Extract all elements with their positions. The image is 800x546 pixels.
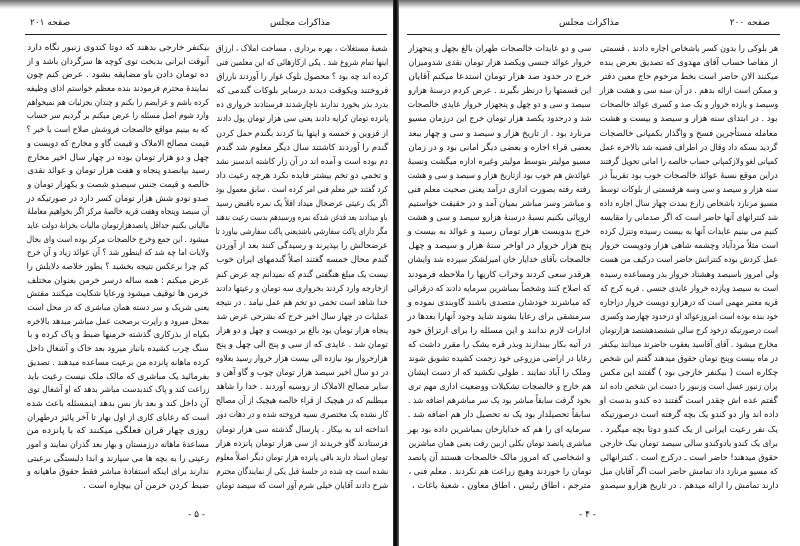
text-line [600, 282, 778, 296]
text-line [216, 268, 388, 282]
text-line [600, 366, 778, 380]
text-line-content: وسیصد و یازده خروار و یک صد و کسری عوائد خالصجات [600, 100, 778, 111]
text-line [600, 225, 778, 239]
text-line-content: این قسمتها را درنظر بگیرند . عرض کردم درسنهٔ هزارو [408, 86, 591, 97]
text-line [600, 437, 778, 451]
text-line-content: و تخمی دو تخم بیشتر فایده نکرد هرچه رعیت داد [216, 170, 388, 181]
text-line [27, 220, 209, 234]
text-line-content: داده اند واز دو کندو یک بچه گرفته است درصورتیکه [600, 410, 778, 421]
text-line [600, 197, 778, 211]
text-line [600, 239, 778, 253]
text-line-content: تومان شد . عایدی که از سی و پنج الی چهل و پنج [216, 339, 388, 350]
text-line-content: عمل کردش بوده کنترانش حاضر است درکیف من هست [600, 255, 778, 266]
text-line-content: آنوقت ایرانی بدبخت توی کوچه ها سرگردان باشد و از [27, 56, 209, 67]
text-line [216, 98, 388, 112]
text-line-content: تومان را خوردند وهیچ زراعت هم نکردند . معلم فنی ، [408, 466, 591, 477]
text-line [408, 394, 591, 408]
text-line [27, 152, 209, 166]
text-line [27, 316, 209, 330]
text-line-content: عملیات در چهار سال اخیر خرج که بشرحی عرض شد [216, 311, 388, 322]
text-line [408, 42, 591, 56]
text-line-content: که مباشرند خودشان متصدی باشند گاوبندی نموده و [408, 297, 591, 308]
text-line-content: هرقدر سعی کردند وخراب کاریها را ملاحظه فرمودند [408, 269, 591, 280]
text-line [216, 42, 388, 56]
text-line-content: در ماه بیست وپنج تومان حقوق میدهند گفتم این شخص [600, 354, 778, 365]
text-line-content: سی و دو عایدات خالصجات طهران بالغ بچهل و پنجهزار [408, 44, 591, 54]
text-line [27, 371, 209, 385]
text-line [27, 261, 209, 275]
text-line [216, 296, 388, 310]
text-line-content: پنج هزار خروار در اواخر سنهٔ هزار و سیصد و چهل [408, 241, 591, 252]
text-line-content: عرضحالش را بپذیرند و رسیدگی کنند بعد از آوردن [216, 241, 388, 252]
text-line-content: که به بینیم مواقع خالصجات فروشش صلاح است یا خیر ؟ [27, 125, 209, 136]
text-line-content: حقوق میدهند! حاضر است ـ درکرج است . کنترانهائی [600, 452, 778, 463]
text-line-content: دراین موقع نسبهٔ عوائد خالصجات خوب بود تقریباً در [600, 170, 778, 181]
text-line-content: زراعت کند و پاک کندبدست مباشر بدهد که او آشغال توی [27, 385, 209, 396]
text-line-content: کرد گفتند خیر معلم فنی امر کرده است . سابق معمول بود [216, 184, 388, 195]
text-line-content: مخارج میشود . آقای آقاسید یعقوب حاضرند میدانند بیکنفر [600, 339, 778, 350]
text-line-content: ولایات اما چه شد که اینطور شد ؟ آن عوائد زیاد و آن خرج [27, 248, 209, 259]
text-line [216, 380, 388, 394]
text-line-content: بود . در ابتدای سنه هزار و سیصد و بیست و هشت [600, 114, 778, 125]
text-line-content: مسیو مرنارد باشخاص زارع بمدت چهار سال اجاره داده [600, 199, 778, 210]
text-line-content: اینها تمام شروع شد . یکی ازکارهائی که این معلمین فنی [216, 58, 388, 69]
text-line-content: مگر دارای پاکت سفارشی باشدیعنی پاکت سفارشی بیاورد تا [216, 227, 388, 238]
text-line-content: پنجاه هزار تومان بود بالغ بر دویست و چهل و دو هزار [216, 325, 388, 336]
text-line [600, 310, 778, 324]
text-line [216, 324, 388, 338]
text-line-content: میشود . این جمع وخرج خالصجات مرکز بوده است وای بحال [27, 234, 209, 245]
text-line [27, 165, 209, 179]
text-line-content: در دو سال اخیر سیصد هزار تومان چوب و گاو آهن و [216, 368, 388, 379]
text-line-content: برای یک کندو یادوکندو سالی سیصد تومان بیک خارجی [600, 438, 778, 449]
text-line [27, 97, 209, 111]
text-line [600, 268, 778, 282]
text-line [408, 338, 591, 352]
page-running-title: مذاکرات مجلس [270, 18, 331, 28]
text-line-content: اگر یک رعیتی عرضحال میداد اقلاً یک نمره باقبض رسید [216, 199, 388, 210]
text-line-content: چکاره است ( بیکنفر خارجی بود ) گفتند این مکس [600, 368, 778, 379]
text-line [408, 127, 591, 141]
text-line-content: از قزوین و خمسه و اینها بنا کردند بگندم حمل کردن [216, 128, 388, 139]
text-line-content: خرج بدویست هزار تومان رسید و عوائد به بیست و [408, 227, 591, 238]
text-line-content: بکیاه از بذرکاری گذشته خرمنها ضبط و پاک کرده و با [27, 330, 209, 341]
text-line [216, 408, 388, 422]
text-line-content: نیست یک مبلغ هنگفتی گندم که نمیدانم چه عرض کنم [216, 269, 388, 280]
text-line-content: سایر مصالح الاملاک از روسیه آوردند . خدا را شاهد [216, 382, 388, 393]
text-line-content: میکنند الان حاضر است بخط مرحوم حاج معین دفتر [600, 72, 778, 83]
text-line [408, 437, 591, 451]
text-line [216, 225, 388, 239]
text-line [216, 465, 388, 479]
text-line [27, 302, 209, 316]
text-line [408, 141, 591, 155]
text-line [27, 69, 209, 83]
text-line [216, 282, 388, 296]
text-line-content: بدرد بذر بخورد ندارند ناچارشدند فرستادند خرواری ده [216, 100, 388, 111]
text-line-content: کمپانی لغو ولازکمپانی حساب خالصه را امانی تحویل گرفتند [600, 156, 778, 167]
text-line-content: خرج در حدود صد هزار تومان استدعا میکنم آقایان [408, 72, 591, 83]
text-line [600, 394, 778, 408]
text-line [27, 110, 209, 124]
text-line [216, 239, 388, 253]
text-line [600, 465, 778, 479]
text-line [408, 169, 591, 183]
text-line-content: ده تومان دادن باو مضایقه بشود . عرض کنم چون [27, 70, 209, 81]
text-line-content: یک نفر رعیت ایرانی از یک کندو دوتا بچه میگیرد . [600, 424, 778, 435]
text-line-content: مسیو مولیتر بتوسط مولیتر وغیره اداره میگشت ونسبهٔ [408, 156, 591, 167]
text-line [216, 352, 388, 366]
text-line-content: چهل و دو هزار تومان بوده در چهار سال اخیر مخارج [27, 152, 209, 163]
text-line [408, 70, 591, 84]
text-line-content: بمحل میرود و راپرت برصحت عمل مباشر میدهد بالاخره [27, 316, 209, 327]
text-line-content: رعیتی را به بچه ها می سپارند و ابدا دلبستگی برعیتی [27, 453, 209, 464]
text-line-content: مترجم ، اطاق رئیس ، اطاق معاون ، شعبهٔ باغات ، [411, 480, 591, 491]
text-line [27, 179, 209, 193]
text-line [408, 253, 591, 267]
text-line-content: صدو نودو شش هزار تومان کسر دارد در صورتیکه در [27, 193, 209, 204]
text-line-content: است درصورتیکه درخود کرج سالی ششصدهشتصد هزارتومان [600, 325, 778, 336]
text-line-content: دارند تمامش را ارائه میدهم . در تاریخ هزارو سیصدو [600, 480, 778, 491]
text-line-content: پانزده تومان کرایه دادند یعنی سی هزار تومان پول دادند [216, 114, 388, 125]
text-line [216, 84, 388, 98]
text-line-content: عرض میکنم : همه ساله درسر خرمن بعنوان مختلف [27, 275, 209, 286]
text-line-content: ولی امروز باسیصد وهشتاد خروار بذر ومساعده رسیده [600, 269, 778, 280]
text-line [216, 70, 388, 84]
text-line [27, 439, 209, 453]
page-footer-number: - ۵ - [188, 510, 206, 520]
text-line [600, 324, 778, 338]
text-line [216, 56, 388, 70]
text-line [27, 56, 209, 70]
text-line [216, 310, 388, 324]
text-line-content: شد کنترانهای آنها حاضر است که اگر صدمانی را مقایسه [600, 213, 778, 224]
text-line [216, 437, 388, 451]
text-line [408, 98, 591, 112]
text-line [216, 141, 388, 155]
text-line [408, 296, 591, 310]
text-line [216, 127, 388, 141]
text-line [27, 453, 209, 467]
text-line [27, 206, 209, 220]
text-line [408, 465, 591, 479]
text-line-content: ندارند برای اینکه استفادهٔ مباشر فقط حقوق ماهیانه و [27, 467, 209, 478]
text-line [408, 282, 591, 296]
text-line-content: گفتم عده اش چقدر است گفتند ده کندو بدست او [600, 396, 778, 407]
text-line [408, 408, 591, 422]
text-line-content: هم خارج و خالصجات تشکیلات ووضعیت اداری مهم تری [408, 382, 591, 393]
text-line-content: ادارات لازم ندانند و این مسئله را برای ارتزاق خود [408, 325, 591, 336]
header-rule [407, 34, 780, 35]
text-line-content: پران زنبور عسل است وزنبور را دست این شخص داده اند [600, 382, 778, 393]
text-line [27, 343, 209, 357]
text-column-right [600, 42, 778, 493]
text-line-content: هزارخروار بود بیازده الی بیست هزار خروار رسید بعلاوه [216, 354, 388, 365]
text-line-content: خالصه و قیمت جنس سیصدو شصت و یکهزار تومان و [27, 179, 209, 190]
text-line [27, 42, 209, 56]
text-line-content: شرح دادند آقایان خیلی شرم آور است که سیصد تومان [216, 480, 388, 491]
text-line [408, 366, 591, 380]
text-line-content: قیمت مصالح الاملاک و قیمت گاو و مخارج که دویست و [27, 138, 209, 149]
text-line [27, 357, 209, 371]
text-line-content: فرستادند گاو خریدند از سی هزار تومان پانزده هزار [216, 438, 388, 449]
text-line-content: و اشخاصی که امروز مالک خالصجات هستند آن پانصد [408, 452, 591, 463]
text-line-content: بعضی قراء اجاره و بعضی دیگر امانی بود و در زمان [408, 142, 591, 153]
text-line-content: نمایندهٔ محترم فرمودند بنده معظم خواستم ادای وظیفه [27, 84, 209, 95]
text-line-content: گندم محال خمسه گفتند اصلاً گندمهای ایران خوب [216, 255, 388, 266]
text-line [408, 451, 591, 465]
text-line-content: کرده ماهانه پانزده من برعیت مساعده میدهند . تصدیق [27, 357, 209, 368]
text-line-content: گندم را آوردند کاشتند سال دیگر معلوم شد گندم [216, 142, 388, 153]
text-line-content: مالیاتی بکنیم حداقل پانصدهزارتومان مالیات بخزانهٔ دولت عاید [27, 220, 209, 231]
text-line-content: هر بلوکی را بدون کسر باشخاص اجاره دادند . قسمتی [600, 44, 778, 54]
text-line-content: است مثلاً مردآباد وچشمه شاهی هزار ودویست خروار [600, 241, 778, 252]
text-line-content: وملک را آباد نمایند . طولی نکشید که از دست ایشان [408, 368, 591, 379]
text-line-content: در آتیه بکار ببندازند وبذر قره یشک را مقرر داشت که [408, 339, 591, 350]
text-line [216, 423, 388, 437]
text-line-content: بخود گرفت سابقاً مباشر بود یک سر مباشرهم اضافه شد . [408, 396, 591, 407]
text-line-content: گردید بسکه داد وقال در اطراف قضیه شد بالاخره عمل [600, 142, 778, 153]
text-line-content: سنگ چرب کشیده بانبار میرود بعد خاک و آشغال داخل [27, 344, 209, 355]
text-line [216, 479, 388, 493]
text-line-content: اروپائی بکنیم نسبهٔ درسنهٔ هزارو سیصد و سی و هشت [408, 213, 591, 224]
text-line-content: که مسیو مرنارد داد تمامش حاضر است اگر آقایان میل [600, 466, 778, 477]
text-line-content: معامله مستأجرین فسخ و واگذار بکمپانی خالصجات [600, 128, 778, 139]
text-line [408, 197, 591, 211]
text-line [27, 234, 209, 248]
text-line [408, 211, 591, 225]
text-line [600, 56, 778, 70]
text-line-content: عوائدش هم خوب بود ازتاریخ هزار و سیصد و سی و هشت [408, 170, 591, 181]
text-line-content: بفرمائید یک مباشری که مالک ملک نیست رعیت باید [27, 371, 209, 382]
page-201 [0, 0, 393, 546]
text-line [216, 394, 388, 408]
text-line-content: کار نشده یک مختصری نسیه فروخته شده و در دهات دور [216, 410, 388, 421]
text-line-content: تومان اسناد دارند باقی پانزده هزار تومان دیگر اصلاً معلوم [216, 452, 388, 463]
text-line [408, 479, 591, 493]
text-line [27, 193, 209, 207]
text-line-content: است که رعایای کاری از اول بهار تا آخر پائیز درطهران [27, 412, 209, 423]
text-line [27, 124, 209, 138]
text-line [600, 451, 778, 465]
text-line-content: ازخارجه وارد کردند بخرواری سه تومان و رعیتها دادند [216, 283, 388, 294]
text-line-content: خود بنده بوده است امروزعوائد او درحدود چهارصد وکسری [600, 311, 778, 322]
text-line-content: یعنی شریک و سر دسته همان مباشری که در محل است [27, 303, 209, 314]
text-line-content: شد و درحدود یکصد هزار تومان خرج این درزمان مسیو [408, 114, 591, 125]
text-line-content: وارد شوم اصل مسئله را عرض میکنم بر گردیم سر حساب [27, 111, 209, 122]
text-line-content: میطلبم که در هیچیک از قراء خالصه هیچیک از آن مصالح [216, 396, 388, 407]
text-line-content: سابقاً تحصیلدار بود یک نه تحصیل دار هم اضافه شد . [408, 410, 591, 421]
text-line-content: مرنارد بود . از تاریخ هزار و سیصد و سی و چهار ببعد [408, 128, 591, 139]
page-running-title: مذاکرات مجلس [559, 18, 620, 28]
page-200 [399, 0, 800, 546]
text-line [216, 155, 388, 169]
text-line [27, 275, 209, 289]
text-line [600, 352, 778, 366]
text-line [27, 425, 209, 439]
text-column-left [408, 42, 591, 493]
text-line-content: رفته رفته بصورت اداری درآمد یعنی صحبت معلم فنی [408, 184, 591, 195]
text-line [600, 183, 778, 197]
page-number-label: صفحه ۲۰۰ [729, 18, 770, 28]
text-line-content: فروختند ویکوقت دیدند درسایر بلوکات گندمی که [216, 86, 388, 97]
book-binding-gutter [393, 0, 399, 546]
text-line [600, 408, 778, 422]
text-line [216, 366, 388, 380]
text-line [216, 183, 388, 197]
text-line-content: ضبط کردن خرمن آن بیچاره است . [83, 481, 209, 491]
text-line [27, 83, 209, 97]
page-footer-number: - ۴ - [579, 510, 597, 520]
text-line [27, 138, 209, 152]
text-line [216, 338, 388, 352]
text-column-right [216, 42, 388, 493]
text-line [408, 352, 591, 366]
text-line [408, 225, 591, 239]
text-line [600, 70, 778, 84]
text-line [600, 84, 778, 98]
text-line-content: خروار عوائد جنسی ویکصد هزار تومان نقدی شدومیزان [408, 58, 591, 69]
text-line-content: قریه معتبر مهمی است که درهزارو دویست خروار دراجاره [600, 297, 778, 308]
text-line [600, 127, 778, 141]
text-line [600, 112, 778, 126]
text-line [408, 155, 591, 169]
text-line [408, 56, 591, 70]
header-rule [25, 34, 387, 35]
text-line-content: باو میدادند بعد قدغن شدکه نمره ورسیدهم بدست رعیت ندهند [216, 213, 388, 224]
text-line [408, 380, 591, 394]
text-line [600, 423, 778, 437]
text-line [600, 141, 778, 155]
text-line [408, 423, 591, 437]
text-line [600, 380, 778, 394]
text-line [600, 169, 778, 183]
text-line [27, 247, 209, 261]
text-line-content: روزی چهار قران فعلگی میکنند که با پانزده من [27, 426, 209, 437]
text-line [408, 183, 591, 197]
text-line-content: سیصد و سی و دو چهل و پنجهزار خروار عایدی خالصجات [408, 100, 591, 111]
text-line [27, 398, 209, 412]
text-line [600, 479, 778, 493]
text-line-content: کرده باشم و عرایضم را بکنم و چندان بجزئیات هم نمیخواهم [27, 97, 209, 108]
text-line-content: خرمن ها توقیف میشود ورعایا شکایت میکنند مفتش [27, 289, 209, 300]
text-line [27, 288, 209, 302]
text-line [408, 324, 591, 338]
text-line-content: است به سیصد ویازده خروار عایدی جنسی . قریه کرج که [600, 283, 778, 294]
text-line-content: رعایا در اراضی مزروعی خود زحمت کشیده تشویق شوند [408, 354, 591, 365]
text-line-content: از مفاصا حساب آقای مهدوی که تصدیق بعرض بنده [600, 58, 778, 69]
text-line [408, 268, 591, 282]
text-line-content: خدا شاهد است تخمی دو تخم هم عمل نیامد . در نتیجه [216, 297, 388, 308]
text-column-left [27, 42, 209, 494]
text-line [216, 451, 388, 465]
text-line-content: شعبهٔ مستغلات ، بهره برداری ، مساحت املاک ، ارزاق [216, 44, 388, 54]
text-line-content: آن داخل کند و بعد باز بس بدهد اینمسئله باعث شده [27, 398, 209, 409]
text-line [27, 480, 209, 494]
text-line [600, 155, 778, 169]
text-line-content: دم بوده است و آمده اند در آن زار کاشته اندسبز نشد [216, 156, 388, 167]
text-line-content: سرمایه ای را هم که خدایارخان بمباشرین داده بود بهر [408, 424, 591, 435]
text-line [600, 211, 778, 225]
text-line [216, 253, 388, 267]
text-line [216, 211, 388, 225]
text-line-content: مساعدهٔ ماهانه درزمستان و بهار بعد گذران نمایند و امور [27, 439, 209, 450]
text-line-content: کم چرا برعکس نتیجه بخشید ؟ بطور خلاصه دلایلش را [27, 262, 209, 272]
text-line [27, 412, 209, 426]
text-line-content: سرمشقی برای رعایا بشوند شاید وجود آنهارا بعدها در [408, 311, 591, 322]
text-line [600, 98, 778, 112]
text-line [600, 338, 778, 352]
text-line-content: رسید بپانصدو پنجاه و هفت هزار تومان و عوائد نقدی [27, 166, 209, 177]
text-line-content: نشده است چه شده در جلسهٔ قبل یکی از نمایندگان محترم [216, 466, 388, 477]
text-line [408, 84, 591, 98]
text-line [600, 42, 778, 56]
text-line [600, 296, 778, 310]
text-line-content: و ممکن است ارائه بدهم . در آن سنه سی و هشت هزار [600, 86, 778, 97]
text-line [600, 253, 778, 267]
text-line-content: و مباشر وسر مباشر بمیان آمد و در حقیقت خواستیم [408, 199, 591, 210]
text-line [216, 112, 388, 126]
text-line-content: سنه هزار و سیصد و سی وسه هرقسمتی از بلوکات توسط [600, 184, 778, 195]
text-line-content: که اصلاح کنند وشخصاً بمباشرین سرمایه دادند که درقرائی [408, 283, 591, 294]
text-line [216, 197, 388, 211]
text-line-content: کرده اند چه بود ؟ محصول بلوک غوار را آوردند بارزاق [216, 72, 388, 83]
text-line-content: کنیم می بینیم عایدات آنها به بیست رسیده وتنزل کرده [600, 227, 778, 238]
text-line [216, 169, 388, 183]
text-line [27, 384, 209, 398]
text-line-content: مباشری پانصد تومان بکلی ازبین رفت یعنی همان مباشرین [408, 438, 591, 449]
text-line-content: خالصجات بآقای خدایار خان امیرلشکر سپرده شد وایشان [408, 255, 591, 266]
page-number-label: صفحه ۲۰۱ [30, 18, 71, 28]
text-line [27, 466, 209, 480]
text-line-content: بیکنفر خارجی بدهند که دوتا کندوی زنبور نگاه دارد [27, 43, 209, 53]
text-line [408, 310, 591, 324]
text-line-content: انداخته اند به بیکار . پارسال گذشته سی هزار تومان [216, 424, 388, 435]
text-line [408, 112, 591, 126]
text-line-content: آن سیصد وپنجاه وهفت قریه خالصهٔ مرکز اگر بخواهیم معاملهٔ [27, 207, 209, 218]
text-line [408, 239, 591, 253]
text-line [27, 329, 209, 343]
